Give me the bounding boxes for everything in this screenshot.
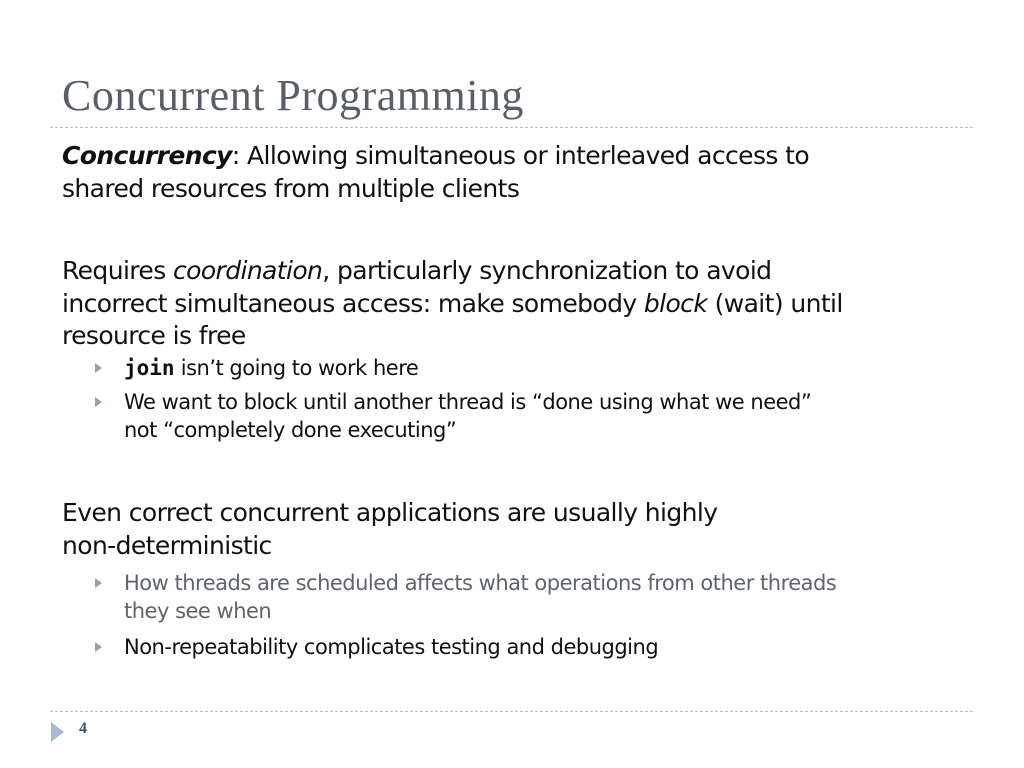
triangle-bullet-icon [95, 642, 102, 652]
triangle-bullet-icon [95, 578, 102, 588]
point-concurrency-line2: shared resources from multiple clients [62, 173, 520, 203]
triangle-bullet-icon [95, 397, 102, 407]
term-concurrency: Concurrency [62, 141, 232, 170]
point-concurrency-line1 [62, 140, 810, 173]
bullet-block-until-line1: We want to block until another thread is “done using what we need” [124, 389, 812, 414]
join-text: isn’t going to work here [174, 355, 419, 380]
coordination-rest: , particularly synchronization to avoid [322, 256, 772, 285]
footer-divider [50, 711, 973, 712]
bullet-scheduling [62, 569, 836, 625]
bullet-scheduling-line2: they see when [124, 599, 272, 623]
page-number: 4 [79, 720, 87, 737]
bullet-block-until [62, 388, 843, 444]
access-text: incorrect simultaneous access: make somebody [62, 288, 644, 318]
bullet-non-repeatability-text: Non-repeatability complicates testing and debugging [124, 635, 659, 659]
point-coordination-line1 [62, 255, 843, 288]
definition-text: : Allowing simultaneous or interleaved access to [231, 141, 810, 170]
requires-text: Requires [62, 256, 173, 285]
footer-triangle-icon [51, 722, 64, 742]
bullet-scheduling-line1: How threads are scheduled affects what operations from other threads [124, 571, 837, 595]
point-non-deterministic-line2: non-deterministic [62, 530, 272, 560]
bullet-block-until-line2: not “completely done executing” [124, 417, 457, 442]
code-join: join [124, 355, 175, 380]
point-non-deterministic [62, 497, 836, 661]
bullet-join [62, 354, 843, 382]
term-block: block [643, 288, 708, 318]
point-concurrency [62, 140, 809, 205]
bullet-non-repeatability [62, 633, 836, 661]
slide-title: Concurrent Programming [62, 71, 524, 120]
slide-body [62, 0, 997, 700]
term-coordination: coordination [172, 256, 323, 285]
point-non-deterministic-line1: Even correct concurrent applications are usually highly [62, 498, 718, 527]
point-coordination [62, 255, 843, 444]
triangle-bullet-icon [95, 363, 102, 373]
wait-text: (wait) until [707, 288, 843, 318]
point-coordination-line3: resource is free [62, 321, 246, 350]
point-coordination-line2 [62, 288, 843, 321]
